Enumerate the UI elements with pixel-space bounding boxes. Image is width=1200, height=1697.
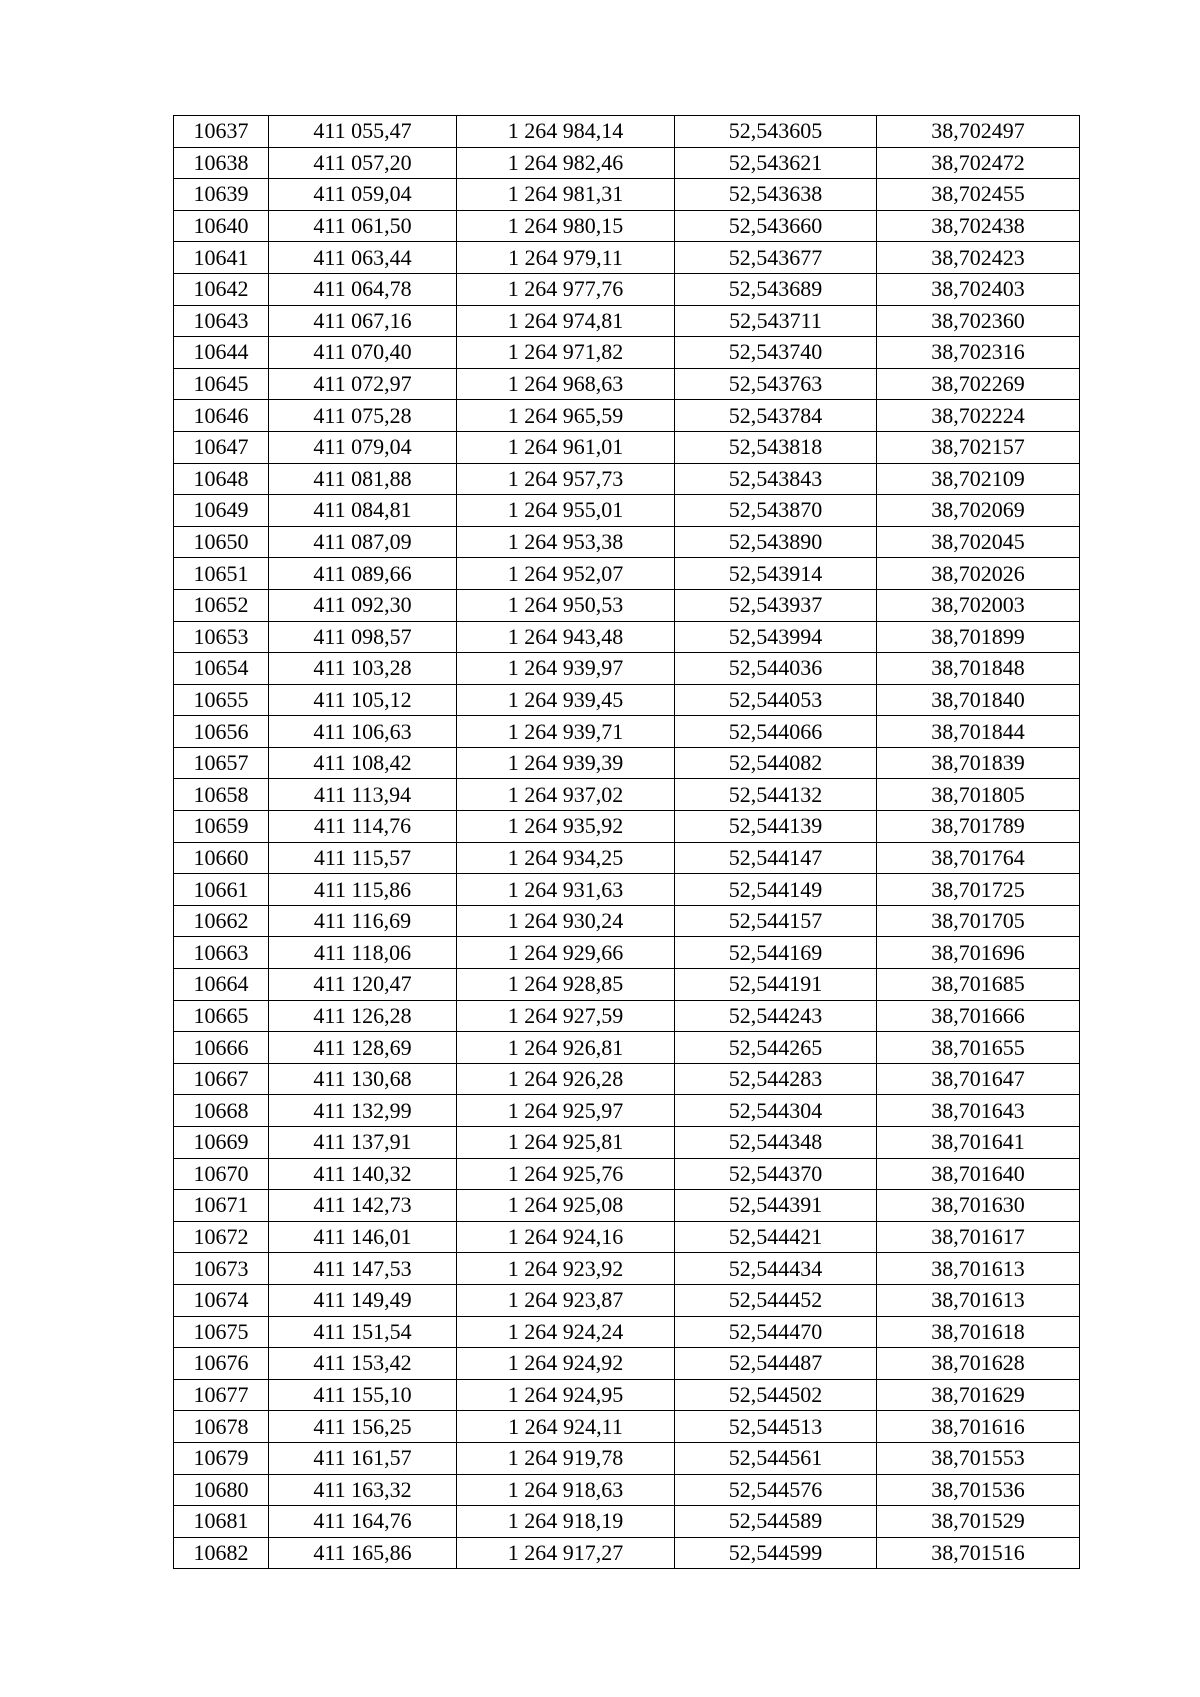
- latitude-cell: 52,544513: [675, 1411, 877, 1443]
- x-coordinate-cell: 411 116,69: [269, 905, 457, 937]
- point-number-cell: 10658: [174, 779, 269, 811]
- table-row: [174, 1221, 1080, 1253]
- table-row: [174, 558, 1080, 590]
- latitude-cell: 52,544283: [675, 1063, 877, 1095]
- y-coordinate-cell: 1 264 930,24: [457, 905, 675, 937]
- longitude-cell: 38,701705: [877, 905, 1080, 937]
- latitude-cell: 52,543890: [675, 526, 877, 558]
- table-row: [174, 337, 1080, 369]
- x-coordinate-cell: 411 103,28: [269, 653, 457, 685]
- latitude-cell: 52,544589: [675, 1506, 877, 1538]
- latitude-cell: 52,544434: [675, 1253, 877, 1285]
- x-coordinate-cell: 411 075,28: [269, 400, 457, 432]
- longitude-cell: 38,702360: [877, 305, 1080, 337]
- x-coordinate-cell: 411 128,69: [269, 1032, 457, 1064]
- y-coordinate-cell: 1 264 965,59: [457, 400, 675, 432]
- latitude-cell: 52,543914: [675, 558, 877, 590]
- y-coordinate-cell: 1 264 924,11: [457, 1411, 675, 1443]
- point-number-cell: 10651: [174, 558, 269, 590]
- longitude-cell: 38,702316: [877, 337, 1080, 369]
- longitude-cell: 38,702438: [877, 210, 1080, 242]
- table-row: [174, 589, 1080, 621]
- x-coordinate-cell: 411 089,66: [269, 558, 457, 590]
- x-coordinate-cell: 411 161,57: [269, 1442, 457, 1474]
- longitude-cell: 38,701685: [877, 969, 1080, 1001]
- point-number-cell: 10663: [174, 937, 269, 969]
- x-coordinate-cell: 411 106,63: [269, 716, 457, 748]
- latitude-cell: 52,543711: [675, 305, 877, 337]
- y-coordinate-cell: 1 264 939,45: [457, 684, 675, 716]
- latitude-cell: 52,544452: [675, 1284, 877, 1316]
- y-coordinate-cell: 1 264 952,07: [457, 558, 675, 590]
- longitude-cell: 38,702423: [877, 242, 1080, 274]
- x-coordinate-cell: 411 087,09: [269, 526, 457, 558]
- latitude-cell: 52,543937: [675, 589, 877, 621]
- longitude-cell: 38,701613: [877, 1253, 1080, 1285]
- point-number-cell: 10638: [174, 147, 269, 179]
- longitude-cell: 38,701536: [877, 1474, 1080, 1506]
- latitude-cell: 52,544082: [675, 747, 877, 779]
- table-row: [174, 1000, 1080, 1032]
- x-coordinate-cell: 411 149,49: [269, 1284, 457, 1316]
- latitude-cell: 52,543818: [675, 431, 877, 463]
- point-number-cell: 10677: [174, 1379, 269, 1411]
- y-coordinate-cell: 1 264 923,92: [457, 1253, 675, 1285]
- x-coordinate-cell: 411 126,28: [269, 1000, 457, 1032]
- point-number-cell: 10649: [174, 495, 269, 527]
- y-coordinate-cell: 1 264 979,11: [457, 242, 675, 274]
- point-number-cell: 10655: [174, 684, 269, 716]
- x-coordinate-cell: 411 072,97: [269, 368, 457, 400]
- table-row: [174, 495, 1080, 527]
- longitude-cell: 38,701696: [877, 937, 1080, 969]
- longitude-cell: 38,701613: [877, 1284, 1080, 1316]
- latitude-cell: 52,543740: [675, 337, 877, 369]
- y-coordinate-cell: 1 264 924,95: [457, 1379, 675, 1411]
- longitude-cell: 38,701629: [877, 1379, 1080, 1411]
- point-number-cell: 10682: [174, 1537, 269, 1569]
- point-number-cell: 10668: [174, 1095, 269, 1127]
- latitude-cell: 52,544036: [675, 653, 877, 685]
- longitude-cell: 38,701899: [877, 621, 1080, 653]
- point-number-cell: 10657: [174, 747, 269, 779]
- latitude-cell: 52,544487: [675, 1348, 877, 1380]
- longitude-cell: 38,701789: [877, 811, 1080, 843]
- longitude-cell: 38,702026: [877, 558, 1080, 590]
- x-coordinate-cell: 411 140,32: [269, 1158, 457, 1190]
- point-number-cell: 10647: [174, 431, 269, 463]
- y-coordinate-cell: 1 264 955,01: [457, 495, 675, 527]
- longitude-cell: 38,702472: [877, 147, 1080, 179]
- x-coordinate-cell: 411 115,57: [269, 842, 457, 874]
- point-number-cell: 10650: [174, 526, 269, 558]
- y-coordinate-cell: 1 264 982,46: [457, 147, 675, 179]
- longitude-cell: 38,701764: [877, 842, 1080, 874]
- table-row: [174, 1063, 1080, 1095]
- point-number-cell: 10676: [174, 1348, 269, 1380]
- x-coordinate-cell: 411 064,78: [269, 273, 457, 305]
- latitude-cell: 52,543621: [675, 147, 877, 179]
- table-row: [174, 969, 1080, 1001]
- table-row: [174, 1316, 1080, 1348]
- y-coordinate-cell: 1 264 974,81: [457, 305, 675, 337]
- latitude-cell: 52,544149: [675, 874, 877, 906]
- point-number-cell: 10672: [174, 1221, 269, 1253]
- x-coordinate-cell: 411 155,10: [269, 1379, 457, 1411]
- latitude-cell: 52,544265: [675, 1032, 877, 1064]
- point-number-cell: 10674: [174, 1284, 269, 1316]
- table-row: [174, 1379, 1080, 1411]
- y-coordinate-cell: 1 264 925,76: [457, 1158, 675, 1190]
- x-coordinate-cell: 411 061,50: [269, 210, 457, 242]
- latitude-cell: 52,543870: [675, 495, 877, 527]
- latitude-cell: 52,544304: [675, 1095, 877, 1127]
- longitude-cell: 38,701630: [877, 1190, 1080, 1222]
- longitude-cell: 38,701529: [877, 1506, 1080, 1538]
- point-number-cell: 10646: [174, 400, 269, 432]
- table-row: [174, 905, 1080, 937]
- coordinates-table-body: [174, 116, 1080, 1569]
- latitude-cell: 52,543763: [675, 368, 877, 400]
- table-row: [174, 526, 1080, 558]
- y-coordinate-cell: 1 264 926,28: [457, 1063, 675, 1095]
- point-number-cell: 10648: [174, 463, 269, 495]
- longitude-cell: 38,701647: [877, 1063, 1080, 1095]
- point-number-cell: 10664: [174, 969, 269, 1001]
- y-coordinate-cell: 1 264 925,81: [457, 1127, 675, 1159]
- longitude-cell: 38,702497: [877, 116, 1080, 148]
- latitude-cell: 52,544066: [675, 716, 877, 748]
- longitude-cell: 38,701628: [877, 1348, 1080, 1380]
- y-coordinate-cell: 1 264 927,59: [457, 1000, 675, 1032]
- point-number-cell: 10645: [174, 368, 269, 400]
- y-coordinate-cell: 1 264 977,76: [457, 273, 675, 305]
- point-number-cell: 10660: [174, 842, 269, 874]
- point-number-cell: 10675: [174, 1316, 269, 1348]
- x-coordinate-cell: 411 163,32: [269, 1474, 457, 1506]
- longitude-cell: 38,701655: [877, 1032, 1080, 1064]
- y-coordinate-cell: 1 264 924,24: [457, 1316, 675, 1348]
- latitude-cell: 52,544561: [675, 1442, 877, 1474]
- latitude-cell: 52,544391: [675, 1190, 877, 1222]
- x-coordinate-cell: 411 153,42: [269, 1348, 457, 1380]
- table-row: [174, 1190, 1080, 1222]
- y-coordinate-cell: 1 264 939,97: [457, 653, 675, 685]
- latitude-cell: 52,544157: [675, 905, 877, 937]
- table-row: [174, 1127, 1080, 1159]
- table-row: [174, 1095, 1080, 1127]
- longitude-cell: 38,701616: [877, 1411, 1080, 1443]
- longitude-cell: 38,701617: [877, 1221, 1080, 1253]
- x-coordinate-cell: 411 113,94: [269, 779, 457, 811]
- table-row: [174, 210, 1080, 242]
- x-coordinate-cell: 411 132,99: [269, 1095, 457, 1127]
- longitude-cell: 38,702157: [877, 431, 1080, 463]
- latitude-cell: 52,543660: [675, 210, 877, 242]
- latitude-cell: 52,544576: [675, 1474, 877, 1506]
- y-coordinate-cell: 1 264 925,97: [457, 1095, 675, 1127]
- x-coordinate-cell: 411 115,86: [269, 874, 457, 906]
- y-coordinate-cell: 1 264 934,25: [457, 842, 675, 874]
- y-coordinate-cell: 1 264 935,92: [457, 811, 675, 843]
- y-coordinate-cell: 1 264 943,48: [457, 621, 675, 653]
- longitude-cell: 38,701640: [877, 1158, 1080, 1190]
- longitude-cell: 38,701666: [877, 1000, 1080, 1032]
- point-number-cell: 10673: [174, 1253, 269, 1285]
- point-number-cell: 10652: [174, 589, 269, 621]
- y-coordinate-cell: 1 264 925,08: [457, 1190, 675, 1222]
- table-row: [174, 874, 1080, 906]
- table-row: [174, 1474, 1080, 1506]
- longitude-cell: 38,701618: [877, 1316, 1080, 1348]
- point-number-cell: 10669: [174, 1127, 269, 1159]
- y-coordinate-cell: 1 264 931,63: [457, 874, 675, 906]
- longitude-cell: 38,702069: [877, 495, 1080, 527]
- point-number-cell: 10671: [174, 1190, 269, 1222]
- table-row: [174, 937, 1080, 969]
- latitude-cell: 52,544370: [675, 1158, 877, 1190]
- table-row: [174, 179, 1080, 211]
- longitude-cell: 38,701839: [877, 747, 1080, 779]
- x-coordinate-cell: 411 130,68: [269, 1063, 457, 1095]
- y-coordinate-cell: 1 264 917,27: [457, 1537, 675, 1569]
- y-coordinate-cell: 1 264 957,73: [457, 463, 675, 495]
- longitude-cell: 38,702045: [877, 526, 1080, 558]
- x-coordinate-cell: 411 142,73: [269, 1190, 457, 1222]
- x-coordinate-cell: 411 118,06: [269, 937, 457, 969]
- y-coordinate-cell: 1 264 926,81: [457, 1032, 675, 1064]
- point-number-cell: 10667: [174, 1063, 269, 1095]
- table-row: [174, 653, 1080, 685]
- table-row: [174, 1348, 1080, 1380]
- longitude-cell: 38,701553: [877, 1442, 1080, 1474]
- longitude-cell: 38,702403: [877, 273, 1080, 305]
- y-coordinate-cell: 1 264 918,19: [457, 1506, 675, 1538]
- x-coordinate-cell: 411 081,88: [269, 463, 457, 495]
- table-row: [174, 400, 1080, 432]
- longitude-cell: 38,702003: [877, 589, 1080, 621]
- x-coordinate-cell: 411 055,47: [269, 116, 457, 148]
- longitude-cell: 38,702109: [877, 463, 1080, 495]
- y-coordinate-cell: 1 264 939,71: [457, 716, 675, 748]
- longitude-cell: 38,702224: [877, 400, 1080, 432]
- table-row: [174, 463, 1080, 495]
- latitude-cell: 52,544147: [675, 842, 877, 874]
- x-coordinate-cell: 411 120,47: [269, 969, 457, 1001]
- x-coordinate-cell: 411 070,40: [269, 337, 457, 369]
- x-coordinate-cell: 411 156,25: [269, 1411, 457, 1443]
- latitude-cell: 52,544169: [675, 937, 877, 969]
- x-coordinate-cell: 411 084,81: [269, 495, 457, 527]
- table-row: [174, 747, 1080, 779]
- y-coordinate-cell: 1 264 950,53: [457, 589, 675, 621]
- point-number-cell: 10654: [174, 653, 269, 685]
- y-coordinate-cell: 1 264 937,02: [457, 779, 675, 811]
- table-row: [174, 431, 1080, 463]
- table-row: [174, 116, 1080, 148]
- x-coordinate-cell: 411 147,53: [269, 1253, 457, 1285]
- coordinates-table: [173, 115, 1080, 1569]
- latitude-cell: 52,543605: [675, 116, 877, 148]
- point-number-cell: 10678: [174, 1411, 269, 1443]
- x-coordinate-cell: 411 105,12: [269, 684, 457, 716]
- longitude-cell: 38,701641: [877, 1127, 1080, 1159]
- point-number-cell: 10661: [174, 874, 269, 906]
- latitude-cell: 52,544599: [675, 1537, 877, 1569]
- x-coordinate-cell: 411 098,57: [269, 621, 457, 653]
- y-coordinate-cell: 1 264 924,16: [457, 1221, 675, 1253]
- table-row: [174, 621, 1080, 653]
- table-row: [174, 1537, 1080, 1569]
- point-number-cell: 10666: [174, 1032, 269, 1064]
- table-row: [174, 1253, 1080, 1285]
- point-number-cell: 10653: [174, 621, 269, 653]
- table-row: [174, 842, 1080, 874]
- longitude-cell: 38,702269: [877, 368, 1080, 400]
- longitude-cell: 38,701805: [877, 779, 1080, 811]
- table-row: [174, 1442, 1080, 1474]
- x-coordinate-cell: 411 164,76: [269, 1506, 457, 1538]
- x-coordinate-cell: 411 137,91: [269, 1127, 457, 1159]
- table-row: [174, 305, 1080, 337]
- table-row: [174, 779, 1080, 811]
- x-coordinate-cell: 411 165,86: [269, 1537, 457, 1569]
- point-number-cell: 10659: [174, 811, 269, 843]
- point-number-cell: 10680: [174, 1474, 269, 1506]
- y-coordinate-cell: 1 264 953,38: [457, 526, 675, 558]
- point-number-cell: 10681: [174, 1506, 269, 1538]
- y-coordinate-cell: 1 264 980,15: [457, 210, 675, 242]
- y-coordinate-cell: 1 264 968,63: [457, 368, 675, 400]
- latitude-cell: 52,543689: [675, 273, 877, 305]
- x-coordinate-cell: 411 057,20: [269, 147, 457, 179]
- latitude-cell: 52,544470: [675, 1316, 877, 1348]
- latitude-cell: 52,543677: [675, 242, 877, 274]
- x-coordinate-cell: 411 059,04: [269, 179, 457, 211]
- latitude-cell: 52,543784: [675, 400, 877, 432]
- longitude-cell: 38,701844: [877, 716, 1080, 748]
- longitude-cell: 38,701643: [877, 1095, 1080, 1127]
- y-coordinate-cell: 1 264 961,01: [457, 431, 675, 463]
- latitude-cell: 52,543994: [675, 621, 877, 653]
- latitude-cell: 52,543638: [675, 179, 877, 211]
- latitude-cell: 52,544243: [675, 1000, 877, 1032]
- table-row: [174, 811, 1080, 843]
- x-coordinate-cell: 411 063,44: [269, 242, 457, 274]
- y-coordinate-cell: 1 264 918,63: [457, 1474, 675, 1506]
- y-coordinate-cell: 1 264 984,14: [457, 116, 675, 148]
- y-coordinate-cell: 1 264 981,31: [457, 179, 675, 211]
- point-number-cell: 10641: [174, 242, 269, 274]
- longitude-cell: 38,701848: [877, 653, 1080, 685]
- point-number-cell: 10656: [174, 716, 269, 748]
- table-row: [174, 1411, 1080, 1443]
- table-row: [174, 684, 1080, 716]
- y-coordinate-cell: 1 264 923,87: [457, 1284, 675, 1316]
- y-coordinate-cell: 1 264 971,82: [457, 337, 675, 369]
- latitude-cell: 52,544139: [675, 811, 877, 843]
- table-row: [174, 273, 1080, 305]
- x-coordinate-cell: 411 146,01: [269, 1221, 457, 1253]
- y-coordinate-cell: 1 264 924,92: [457, 1348, 675, 1380]
- table-row: [174, 1158, 1080, 1190]
- point-number-cell: 10639: [174, 179, 269, 211]
- x-coordinate-cell: 411 114,76: [269, 811, 457, 843]
- table-row: [174, 242, 1080, 274]
- latitude-cell: 52,544502: [675, 1379, 877, 1411]
- table-row: [174, 1284, 1080, 1316]
- longitude-cell: 38,701725: [877, 874, 1080, 906]
- table-row: [174, 368, 1080, 400]
- latitude-cell: 52,544191: [675, 969, 877, 1001]
- table-row: [174, 147, 1080, 179]
- latitude-cell: 52,544348: [675, 1127, 877, 1159]
- y-coordinate-cell: 1 264 928,85: [457, 969, 675, 1001]
- latitude-cell: 52,544132: [675, 779, 877, 811]
- x-coordinate-cell: 411 108,42: [269, 747, 457, 779]
- table-row: [174, 1032, 1080, 1064]
- x-coordinate-cell: 411 079,04: [269, 431, 457, 463]
- x-coordinate-cell: 411 092,30: [269, 589, 457, 621]
- point-number-cell: 10665: [174, 1000, 269, 1032]
- y-coordinate-cell: 1 264 939,39: [457, 747, 675, 779]
- x-coordinate-cell: 411 151,54: [269, 1316, 457, 1348]
- point-number-cell: 10679: [174, 1442, 269, 1474]
- point-number-cell: 10637: [174, 116, 269, 148]
- point-number-cell: 10640: [174, 210, 269, 242]
- point-number-cell: 10644: [174, 337, 269, 369]
- longitude-cell: 38,701840: [877, 684, 1080, 716]
- table-row: [174, 1506, 1080, 1538]
- longitude-cell: 38,701516: [877, 1537, 1080, 1569]
- latitude-cell: 52,544421: [675, 1221, 877, 1253]
- y-coordinate-cell: 1 264 919,78: [457, 1442, 675, 1474]
- point-number-cell: 10662: [174, 905, 269, 937]
- x-coordinate-cell: 411 067,16: [269, 305, 457, 337]
- point-number-cell: 10643: [174, 305, 269, 337]
- latitude-cell: 52,543843: [675, 463, 877, 495]
- table-row: [174, 716, 1080, 748]
- point-number-cell: 10642: [174, 273, 269, 305]
- longitude-cell: 38,702455: [877, 179, 1080, 211]
- point-number-cell: 10670: [174, 1158, 269, 1190]
- y-coordinate-cell: 1 264 929,66: [457, 937, 675, 969]
- latitude-cell: 52,544053: [675, 684, 877, 716]
